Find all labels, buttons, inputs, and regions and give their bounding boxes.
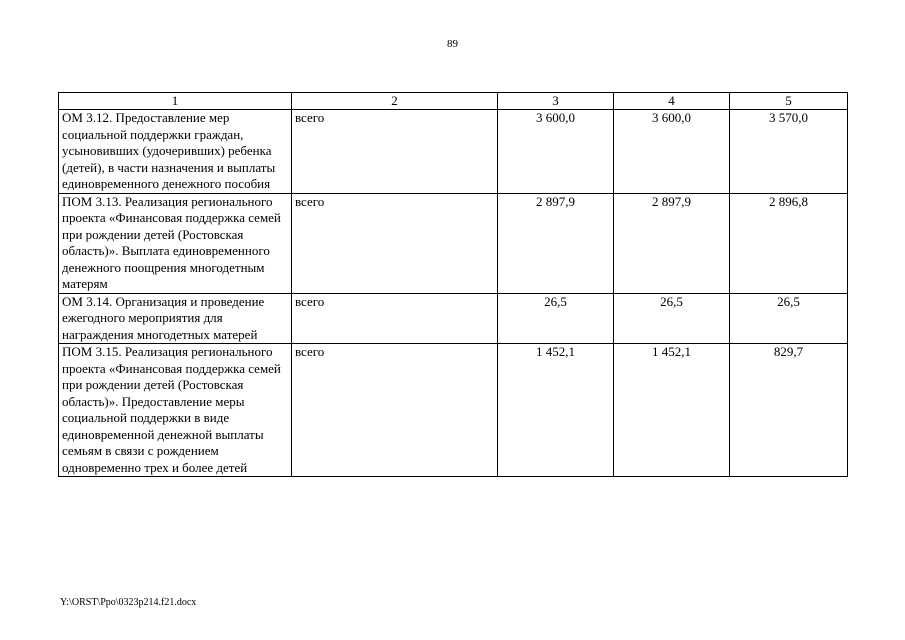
row-col4: 2 897,9 <box>614 193 730 293</box>
page-number: 89 <box>447 38 458 50</box>
table-header-row <box>59 93 848 110</box>
header-col-4: 4 <box>614 93 730 110</box>
row-col5: 829,7 <box>730 344 848 477</box>
row-col5: 26,5 <box>730 293 848 344</box>
row-name: ПОМ 3.15. Реализация регионального проекта «Финансовая поддержка семей при рождении детей (Ростовская область)». Предоставление меры социальной поддержки в виде единовременной денежной выплаты семьям в связи с рождением одновременно трех и более детей <box>59 344 292 477</box>
table-row <box>59 193 848 293</box>
row-col5: 2 896,8 <box>730 193 848 293</box>
row-col4: 1 452,1 <box>614 344 730 477</box>
row-col4: 26,5 <box>614 293 730 344</box>
row-source: всего <box>292 110 498 194</box>
row-name: ПОМ 3.13. Реализация регионального проекта «Финансовая поддержка семей при рождении детей (Ростовская область)». Выплата единовременного денежного поощрения многодетным матерям <box>59 193 292 293</box>
table-row <box>59 293 848 344</box>
row-col3: 2 897,9 <box>498 193 614 293</box>
row-source: всего <box>292 344 498 477</box>
table-row <box>59 110 848 194</box>
row-source: всего <box>292 293 498 344</box>
row-name: ОМ 3.12. Предоставление мер социальной поддержки граждан, усыновивших (удочеривших) ребенка (детей), в части назначения и выплаты единовременного денежного пособия <box>59 110 292 194</box>
row-col4: 3 600,0 <box>614 110 730 194</box>
row-col3: 26,5 <box>498 293 614 344</box>
table-row <box>59 344 848 477</box>
header-col-2: 2 <box>292 93 498 110</box>
row-name: ОМ 3.14. Организация и проведение ежегодного мероприятия для награждения многодетных матерей <box>59 293 292 344</box>
footer-file-path: Y:\ORST\Ppo\0323p214.f21.docx <box>60 597 197 608</box>
header-col-1: 1 <box>59 93 292 110</box>
row-col5: 3 570,0 <box>730 110 848 194</box>
row-col3: 1 452,1 <box>498 344 614 477</box>
row-source: всего <box>292 193 498 293</box>
row-col3: 3 600,0 <box>498 110 614 194</box>
header-col-3: 3 <box>498 93 614 110</box>
budget-table <box>58 92 848 477</box>
header-col-5: 5 <box>730 93 848 110</box>
